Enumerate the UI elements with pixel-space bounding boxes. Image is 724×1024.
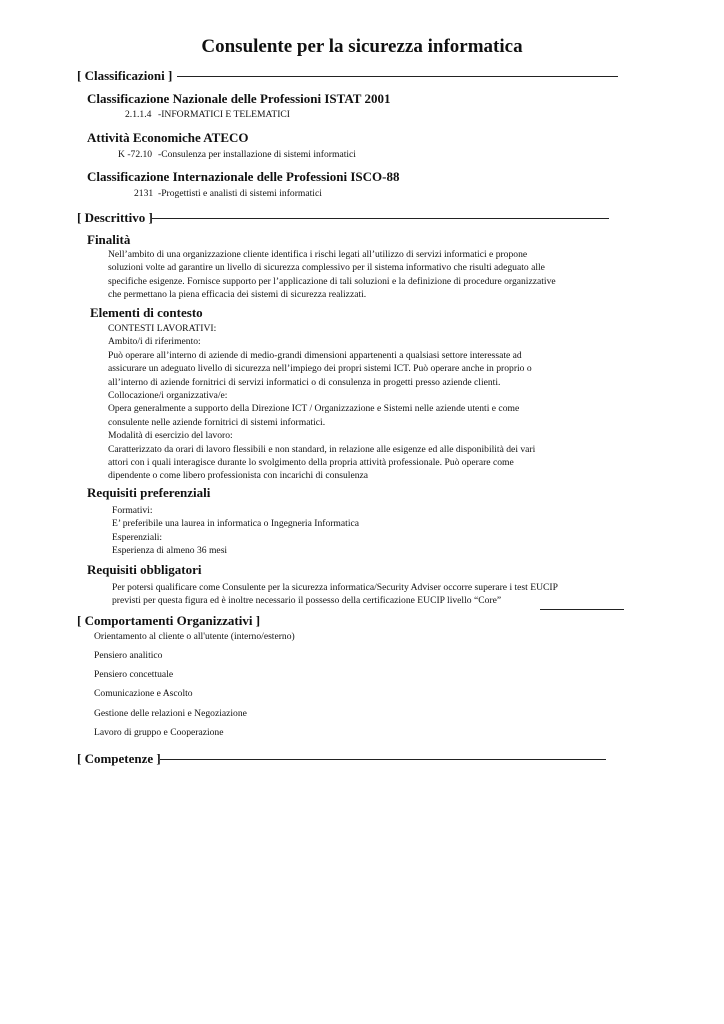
list-item: Pensiero analitico xyxy=(94,650,163,661)
list-item: Lavoro di gruppo e Cooperazione xyxy=(94,727,224,738)
page-title: Consulente per la sicurezza informatica xyxy=(201,36,523,57)
finalita-heading: Finalità xyxy=(87,232,131,247)
section-rule xyxy=(540,609,624,610)
contesto-text xyxy=(108,322,535,483)
text-line: Esperienza di almeno 36 mesi xyxy=(112,545,228,557)
istat-code: 2.1.1.4 xyxy=(125,109,152,120)
text-line: Per potersi qualificare come Consulente per la sicurezza informatica/Security Adviser occorre superare i test EUCIP xyxy=(112,582,558,593)
section-classificazioni: [ Classificazioni ] xyxy=(77,68,173,83)
preferenziali-heading: Requisiti preferenziali xyxy=(87,485,211,500)
text-line: Ambito/i di riferimento: xyxy=(108,336,201,348)
text-line: che permettano la piena efficacia dei sistemi di sicurezza realizzati. xyxy=(108,289,367,301)
list-item: Comunicazione e Ascolto xyxy=(94,688,193,699)
ateco-label: -Consulenza per installazione di sistemi informatici xyxy=(158,149,356,160)
ateco-heading: Attività Economiche ATECO xyxy=(87,130,249,145)
isco-label: -Progettisti e analisti di sistemi informatici xyxy=(158,188,322,199)
obbligatori-text xyxy=(112,581,558,608)
text-line: previsti per questa figura ed è inoltre necessario il possesso della certificazione EUCIP livello “Core” xyxy=(112,595,502,607)
text-line: Caratterizzato da orari di lavoro flessibili e non standard, in relazione alle esigenze ed alle disponibilità dei vari xyxy=(108,443,536,455)
section-rule xyxy=(152,218,609,219)
preferenziali-text xyxy=(112,504,359,558)
text-line: Formativi: xyxy=(112,505,153,516)
finalita-text xyxy=(108,248,556,302)
section-comportamenti: [ Comportamenti Organizzativi ] xyxy=(77,613,261,628)
isco-code: 2131 xyxy=(134,188,154,199)
text-line: dipendente o come libero professionista con incarichi di consulenza xyxy=(108,470,369,482)
text-line: E’ preferibile una laurea in informatica o Ingegneria Informatica xyxy=(112,518,360,530)
text-line: Può operare all’interno di aziende di medio-grandi dimensioni appartenenti a qualsiasi settore interessate ad xyxy=(108,349,522,361)
text-line: specifiche esigenze. Fornisce supporto per l’applicazione di tali soluzioni e la definizione di procedure organizzative xyxy=(108,275,556,287)
text-line: attori con i quali interagisce durante lo svolgimento della propria attività professionale. Può operare come xyxy=(108,457,514,469)
text-line: consulente nelle aziende fornitrici di sistemi informatici. xyxy=(108,416,326,428)
contesto-heading: Elementi di contesto xyxy=(90,305,203,320)
list-item: Gestione delle relazioni e Negoziazione xyxy=(94,708,247,719)
istat-heading: Classificazione Nazionale delle Professioni ISTAT 2001 xyxy=(87,91,391,106)
section-rule xyxy=(177,76,618,77)
isco-heading: Classificazione Internazionale delle Professioni ISCO-88 xyxy=(87,169,400,184)
text-line: Opera generalmente a supporto della Direzione ICT / Organizzazione e Sistemi nelle aziende utenti e come xyxy=(108,403,520,415)
section-rule xyxy=(160,759,606,760)
text-line: Esperenziali: xyxy=(112,531,163,543)
istat-label: -INFORMATICI E TELEMATICI xyxy=(158,109,290,120)
obbligatori-heading: Requisiti obbligatori xyxy=(87,562,202,577)
section-competenze: [ Competenze ] xyxy=(77,751,161,766)
text-line: Modalità di esercizio del lavoro: xyxy=(108,430,233,442)
text-line: Nell’ambito di una organizzazione cliente identifica i rischi legati all’utilizzo di servizi informatici e propone xyxy=(108,249,528,260)
text-line: soluzioni volte ad garantire un livello di sicurezza complessivo per il sistema informativo che risulti adeguato alle xyxy=(108,262,545,274)
ateco-code: K -72.10 xyxy=(118,149,153,160)
list-item: Pensiero concettuale xyxy=(94,669,174,680)
text-line: assicurare un adeguato livello di sicurezza nell’impiego dei propri sistemi ICT. Può operare anche in proprio o xyxy=(108,363,532,375)
section-descrittivo: [ Descrittivo ] xyxy=(77,210,153,225)
text-line: CONTESTI LAVORATIVI: xyxy=(108,323,217,334)
text-line: all’interno di aziende fornitrici di servizi informatici o di consulenza in progetti presso aziende clienti. xyxy=(108,376,501,388)
list-item: Orientamento al cliente o all'utente (interno/esterno) xyxy=(94,631,295,642)
text-line: Collocazione/i organizzativa/e: xyxy=(108,390,228,402)
